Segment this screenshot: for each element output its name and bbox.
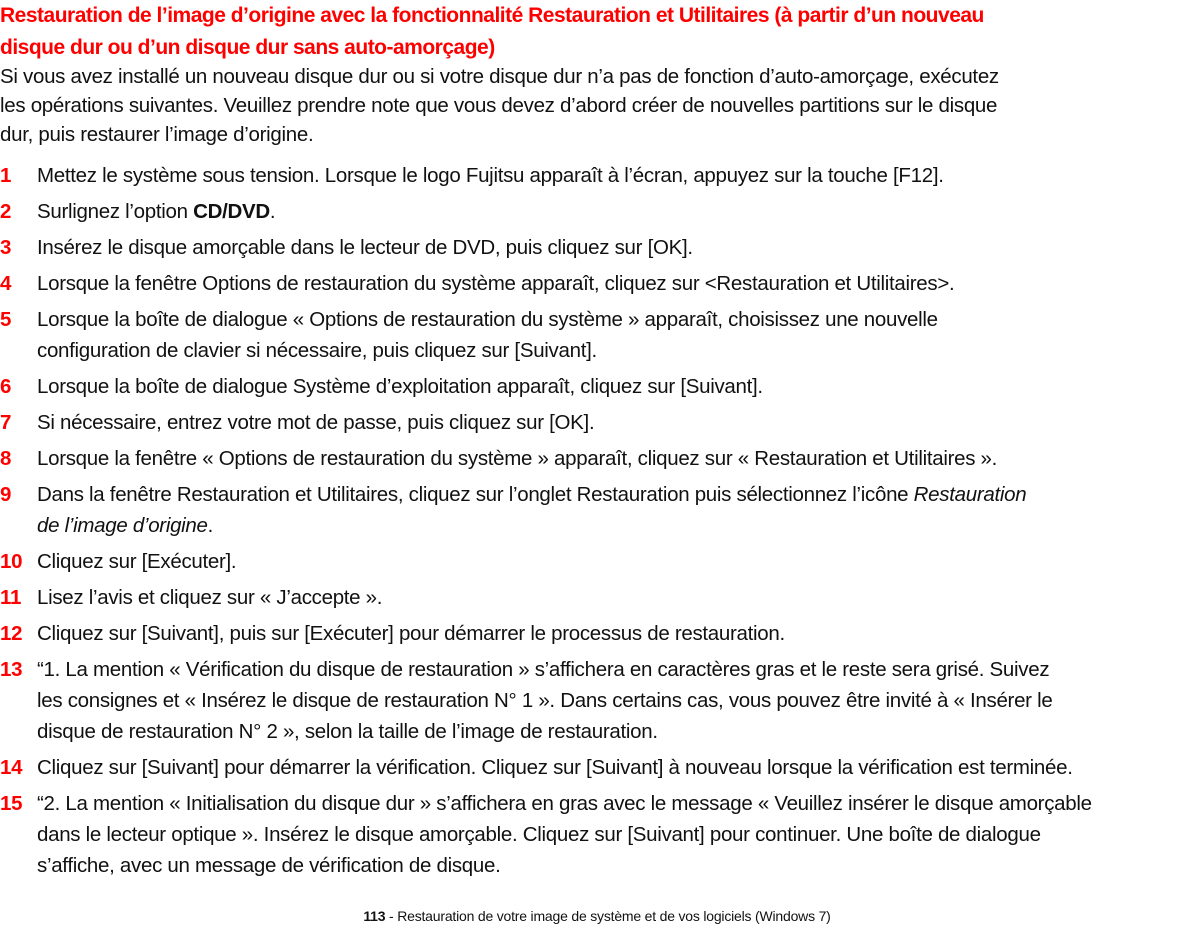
step-text-line: “1. La mention « Vérification du disque de restauration » s’affichera en caractères gras et le reste sera grisé. Suivez: [37, 658, 1050, 681]
step-number: 13: [0, 658, 23, 681]
step-item: [0, 654, 1194, 747]
step-text-line: Cliquez sur [Exécuter].: [37, 550, 237, 573]
step-text-line: Lorsque la fenêtre « Options de restauration du système » apparaît, cliquez sur « Restauration et Utilitaires ».: [37, 447, 998, 470]
step-item: [0, 407, 1194, 438]
step-item: [0, 752, 1194, 783]
step-item: [0, 268, 1194, 299]
step-text-line: Cliquez sur [Suivant], puis sur [Exécuter] pour démarrer le processus de restauration.: [37, 622, 785, 645]
step-number: 5: [0, 308, 12, 331]
page-number: 113: [363, 908, 386, 924]
step-bold-text: CD/DVD: [193, 200, 270, 223]
step-text-line: Lorsque la boîte de dialogue Système d’exploitation apparaît, cliquez sur [Suivant].: [37, 375, 763, 398]
step-item: [0, 304, 1194, 366]
step-text: .: [269, 200, 276, 223]
step-text-line: s’affiche, avec un message de vérification de disque.: [37, 854, 501, 877]
step-number: 10: [0, 550, 23, 573]
step-item: [0, 546, 1194, 577]
intro-line: dur, puis restaurer l’image d’origine.: [0, 123, 314, 146]
step-number: 4: [0, 272, 12, 295]
step-text-line: “2. La mention « Initialisation du disque dur » s’affichera en gras avec le message « Veuillez insérer le disque amorçable: [37, 792, 1092, 815]
intro-line: Si vous avez installé un nouveau disque dur ou si votre disque dur n’a pas de fonction d’auto-amorçage, exécutez: [0, 65, 999, 88]
step-item: [0, 371, 1194, 402]
intro-paragraph: [0, 62, 999, 149]
step-italic-text: Restauration: [913, 483, 1027, 506]
step-text: .: [207, 514, 214, 537]
page-footer: [0, 908, 1194, 924]
step-text-line: Mettez le système sous tension. Lorsque le logo Fujitsu apparaît à l’écran, appuyez sur la touche [F12].: [37, 164, 944, 187]
step-number: 3: [0, 236, 12, 259]
step-text-line: Cliquez sur [Suivant] pour démarrer la vérification. Cliquez sur [Suivant] à nouveau lorsque la vérification est terminée.: [37, 756, 1073, 779]
section-heading: [0, 0, 984, 64]
step-number: 12: [0, 622, 23, 645]
step-number: 15: [0, 792, 23, 815]
step-number: 6: [0, 375, 12, 398]
step-text-line: les consignes et « Insérez le disque de restauration N° 1 ». Dans certains cas, vous pouvez être invité à « Insérer le: [37, 689, 1053, 712]
step-item: [0, 232, 1194, 263]
intro-line: les opérations suivantes. Veuillez prendre note que vous devez d’abord créer de nouvelles partitions sur le disque: [0, 94, 998, 117]
step-number: 9: [0, 483, 12, 506]
step-text-line: dans le lecteur optique ». Insérez le disque amorçable. Cliquez sur [Suivant] pour continuer. Une boîte de dialogue: [37, 823, 1041, 846]
step-item: [0, 618, 1194, 649]
step-number: 1: [0, 164, 12, 187]
step-text: Dans la fenêtre Restauration et Utilitaires, cliquez sur l’onglet Restauration puis sélectionnez l’icône: [37, 483, 914, 506]
step-text-line: configuration de clavier si nécessaire, puis cliquez sur [Suivant].: [37, 339, 597, 362]
step-text-line: Si nécessaire, entrez votre mot de passe, puis cliquez sur [OK].: [37, 411, 595, 434]
step-text-line: disque de restauration N° 2 », selon la taille de l’image de restauration.: [37, 720, 658, 743]
step-text-line: Lisez l’avis et cliquez sur « J’accepte ».: [37, 586, 383, 609]
step-item: [0, 582, 1194, 613]
step-number: 14: [0, 756, 23, 779]
step-item: [0, 160, 1194, 191]
heading-line: Restauration de l’image d’origine avec la fonctionnalité Restauration et Utilitaires (à partir d’un nouveau: [0, 4, 984, 27]
steps-list: [0, 160, 1194, 886]
step-item: [0, 196, 1194, 227]
step-number: 11: [0, 586, 22, 609]
step-item: [0, 788, 1194, 881]
step-item: [0, 479, 1194, 541]
heading-line: disque dur ou d’un disque dur sans auto-amorçage): [0, 36, 495, 59]
step-text-line: Lorsque la boîte de dialogue « Options de restauration du système » apparaît, choisissez une nouvelle: [37, 308, 938, 331]
step-item: [0, 443, 1194, 474]
step-number: 2: [0, 200, 12, 223]
step-italic-text: de l’image d’origine: [37, 514, 208, 537]
step-number: 8: [0, 447, 12, 470]
step-number: 7: [0, 411, 12, 434]
step-text: Surlignez l’option: [37, 200, 194, 223]
step-text-line: Insérez le disque amorçable dans le lecteur de DVD, puis cliquez sur [OK].: [37, 236, 693, 259]
footer-title: - Restauration de votre image de système et de vos logiciels (Windows 7): [385, 908, 831, 924]
step-text-line: Lorsque la fenêtre Options de restauration du système apparaît, cliquez sur <Restauration et Utilitaires>.: [37, 272, 955, 295]
